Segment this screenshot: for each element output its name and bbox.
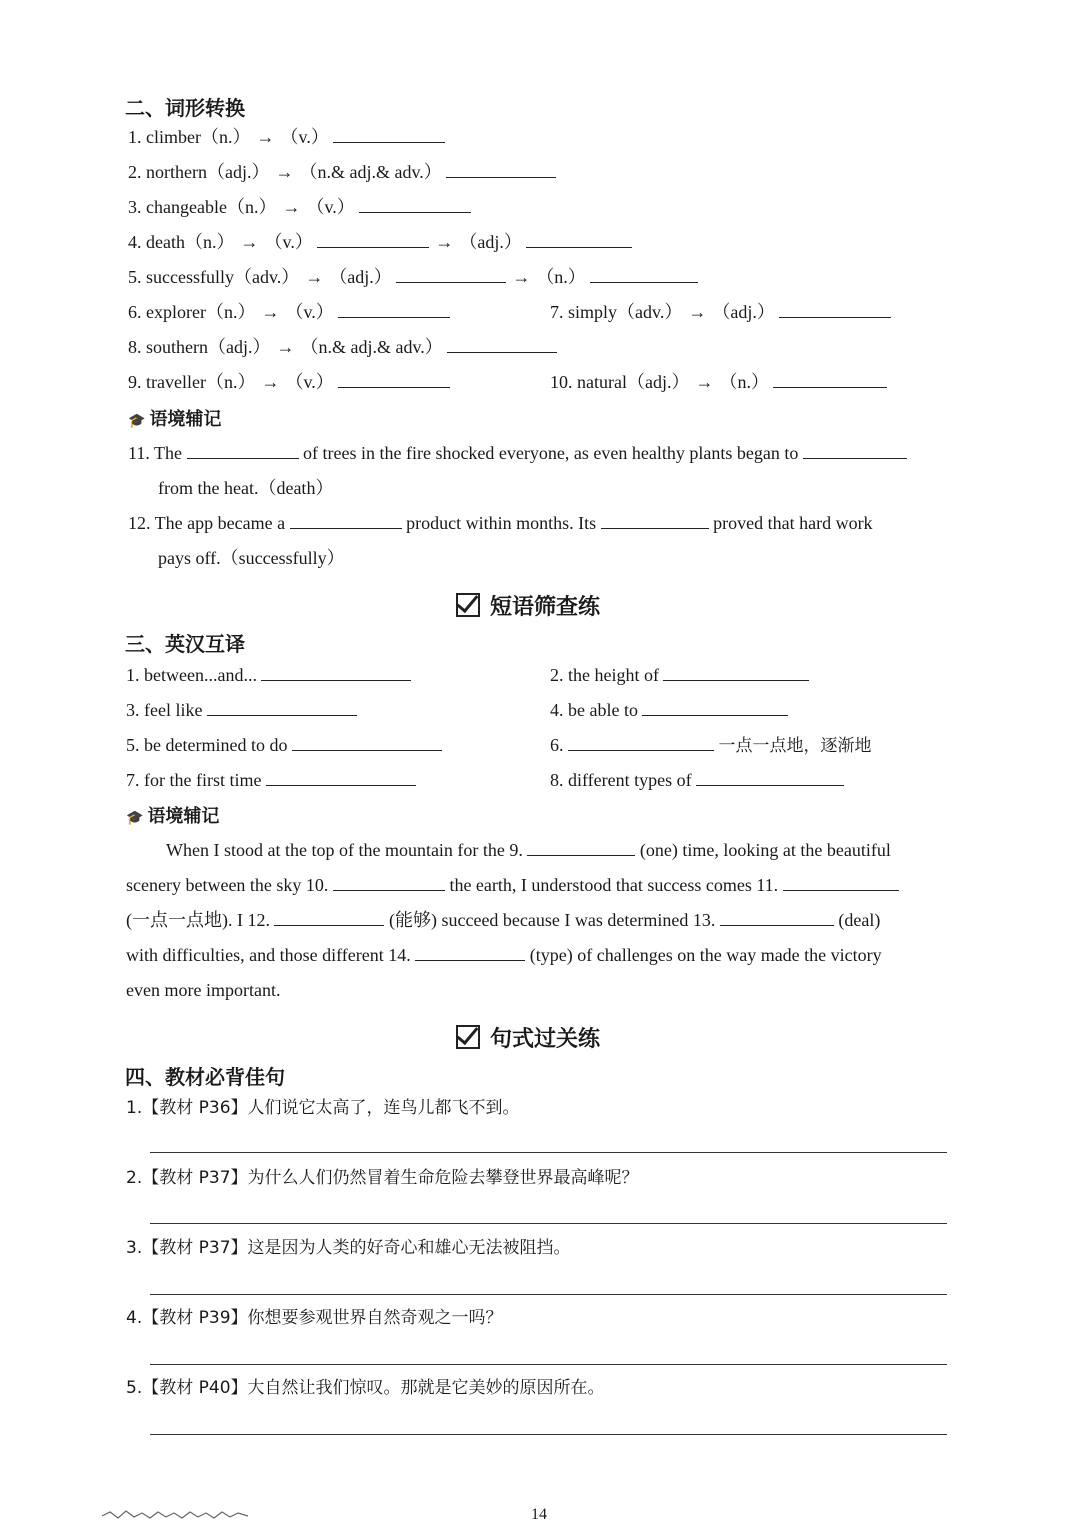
section3-title: 三、英汉互译 [125, 632, 245, 656]
phrase-3: 3. feel like [126, 697, 357, 723]
question-11: 11. The of trees in the fire shocked everyone, as even healthy plants began to [128, 440, 907, 466]
arrow-icon: → [256, 127, 275, 147]
arrow-icon: → [261, 302, 280, 322]
answer-blank[interactable] [359, 194, 471, 213]
passage-line-2: scenery between the sky 10. the earth, I understood that success comes 11. [126, 872, 899, 898]
phrase-4: 4. be able to [550, 697, 788, 723]
answer-blank[interactable] [292, 732, 442, 751]
phrase-1: 1. between...and... [126, 662, 411, 688]
answer-blank[interactable] [333, 872, 445, 891]
item-1: 1. climber（n.） → （v.） [128, 124, 445, 150]
item-1-prompt: 1. climber（n.） [128, 127, 251, 147]
answer-blank[interactable] [187, 440, 299, 459]
arrow-icon: → [695, 372, 714, 392]
scribble-logo-icon [100, 1508, 250, 1522]
answer-blank[interactable] [773, 369, 887, 388]
answer-blank[interactable] [396, 264, 506, 283]
sentence-3: 3.【教材 P37】这是因为人类的好奇心和雄心无法被阻挡。 [126, 1238, 571, 1258]
arrow-icon: → [512, 267, 531, 287]
passage-line-1: When I stood at the top of the mountain for the 9. (one) time, looking at the beautiful [166, 837, 891, 863]
item-6: 6. explorer（n.） → （v.） [128, 299, 450, 325]
item-2: 2. northern（adj.） → （n.& adj.& adv.） [128, 159, 556, 185]
arrow-icon: → [305, 267, 324, 287]
answer-blank[interactable] [696, 767, 844, 786]
section-banner-sentences: 句式过关练 [456, 1022, 600, 1053]
answer-blank[interactable] [266, 767, 416, 786]
answer-blank[interactable] [779, 299, 891, 318]
item-10: 10. natural（adj.） → （n.） [550, 369, 887, 395]
item-7: 7. simply（adv.） → （adj.） [550, 299, 891, 325]
writing-line[interactable] [150, 1364, 947, 1365]
answer-blank[interactable] [261, 662, 411, 681]
writing-line[interactable] [150, 1152, 947, 1153]
section4-title: 四、教材必背佳句 [125, 1065, 285, 1089]
arrow-icon: → [261, 372, 280, 392]
arrow-icon: → [435, 232, 454, 252]
passage-line-4: with difficulties, and those different 14. (type) of challenges on the way made the victory [126, 942, 882, 968]
answer-blank[interactable] [207, 697, 357, 716]
section-banner-phrases: 短语筛查练 [456, 590, 600, 621]
item-8: 8. southern（adj.） → （n.& adj.& adv.） [128, 334, 557, 360]
section2-title: 二、词形转换 [125, 96, 245, 120]
passage-line-3: (一点一点地). I 12. (能够) succeed because I was determined 13. (deal) [126, 907, 880, 933]
sentence-5: 5.【教材 P40】大自然让我们惊叹。那就是它美妙的原因所在。 [126, 1378, 605, 1398]
answer-blank[interactable] [333, 124, 445, 143]
answer-blank[interactable] [446, 159, 556, 178]
answer-blank[interactable] [663, 662, 809, 681]
arrow-icon: → [688, 302, 707, 322]
arrow-icon: → [275, 162, 294, 182]
graduation-cap-icon: 🎓 [126, 810, 144, 826]
passage-line-5: even more important. [126, 980, 281, 1000]
sentence-1: 1.【教材 P36】人们说它太高了，连鸟儿都飞不到。 [126, 1098, 520, 1118]
question-11-cont: from the heat.（death） [158, 478, 334, 498]
writing-line[interactable] [150, 1434, 947, 1435]
graduation-cap-icon: 🎓 [128, 413, 146, 429]
phrase-2: 2. the height of [550, 662, 809, 688]
item-4: 4. death（n.） → （v.） → （adj.） [128, 229, 632, 255]
answer-blank[interactable] [415, 942, 525, 961]
answer-blank[interactable] [568, 732, 714, 751]
context-heading: 🎓 语境辅记 [128, 409, 222, 430]
checkbox-icon [456, 593, 480, 617]
answer-blank[interactable] [720, 907, 834, 926]
answer-blank[interactable] [803, 440, 907, 459]
question-12: 12. The app became a product within months. Its proved that hard work [128, 510, 873, 536]
answer-blank[interactable] [274, 907, 384, 926]
answer-blank[interactable] [290, 510, 402, 529]
answer-blank[interactable] [317, 229, 429, 248]
page-number: 14 [531, 1506, 547, 1523]
phrase-8: 8. different types of [550, 767, 844, 793]
answer-blank[interactable] [527, 837, 635, 856]
sentence-2: 2.【教材 P37】为什么人们仍然冒着生命危险去攀登世界最高峰呢？ [126, 1168, 639, 1188]
answer-blank[interactable] [783, 872, 899, 891]
context-heading-2: 🎓 语境辅记 [126, 806, 220, 827]
answer-blank[interactable] [338, 369, 450, 388]
arrow-icon: → [240, 232, 259, 252]
writing-line[interactable] [150, 1294, 947, 1295]
question-12-cont: pays off.（successfully） [158, 548, 345, 568]
phrase-7: 7. for the first time [126, 767, 416, 793]
item-3: 3. changeable（n.） → （v.） [128, 194, 471, 220]
arrow-icon: → [276, 337, 295, 357]
answer-blank[interactable] [447, 334, 557, 353]
item-5: 5. successfully（adv.） → （adj.） → （n.） [128, 264, 698, 290]
sentence-4: 4.【教材 P39】你想要参观世界自然奇观之一吗？ [126, 1308, 503, 1328]
phrase-6: 6. 一点一点地，逐渐地 [550, 732, 872, 759]
writing-line[interactable] [150, 1223, 947, 1224]
answer-blank[interactable] [590, 264, 698, 283]
answer-blank[interactable] [601, 510, 709, 529]
phrase-5: 5. be determined to do [126, 732, 442, 758]
footer-watermark [100, 1508, 252, 1522]
answer-blank[interactable] [642, 697, 788, 716]
checkbox-icon [456, 1025, 480, 1049]
answer-blank[interactable] [338, 299, 450, 318]
arrow-icon: → [282, 197, 301, 217]
item-9: 9. traveller（n.） → （v.） [128, 369, 450, 395]
answer-blank[interactable] [526, 229, 632, 248]
